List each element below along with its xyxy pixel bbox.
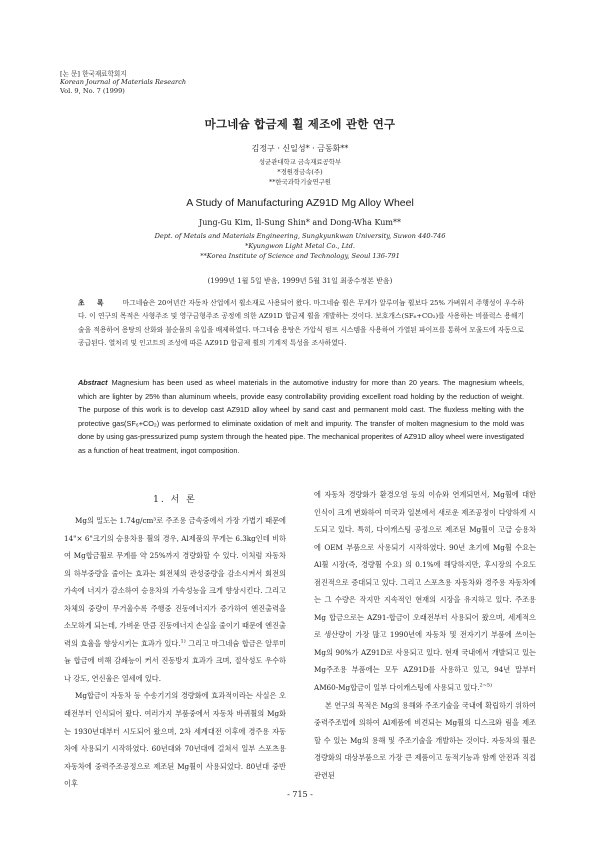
- body-column-right: [314, 486, 536, 784]
- body-paragraph: Mg합금이 자동차 등 수송기기의 경량화에 효과적이라는 사실은 오래전부터 인식되어 왔다. 여러가지 부품중에서 자동차 바퀴휠의 Mg화는 1930년대부터 시도되어 왔으며, 2차 세계대전 이후에 경주용 자동차에 사용되기 시작하였다. 60년대와 70년대에 걸쳐서 일부 스포츠용 자동차에 중력주조공정으로 제조된 Mg휠이 사용되었다. 80년대 중반 이후: [64, 691, 286, 789]
- body-column-left: [64, 512, 286, 793]
- journal-volume: Vol. 9, No. 7 (1999): [60, 86, 125, 95]
- page-number: - 715 -: [287, 790, 313, 799]
- affiliation-korean: *경원경금속(주): [277, 168, 323, 176]
- affiliation-korean: **한국과학기술연구원: [269, 178, 331, 186]
- journal-header: [60, 70, 186, 95]
- affiliations-korean: [0, 157, 600, 187]
- received-dates: (1999년 1월 5일 받음, 1999년 5월 31일 최종수정본 받음): [207, 277, 393, 285]
- affiliation-english: Dept. of Metals and Materials Engineering, Sungkyunkwan University, Suwon 440-746: [154, 232, 446, 240]
- abstract-korean-label: 초 록: [78, 299, 109, 307]
- paper-title-english: A Study of Manufacturing AZ91D Mg Alloy Wheel: [186, 197, 414, 209]
- abstract-english-label: Abstract: [78, 378, 108, 387]
- body-paragraph-text: 그리고 마그네슘 합금은 알루미늄 합금에 비해 감쇄능이 커서 진동방지 효과가 크며, 절삭성도 우수하나 강도, 연신율은 열세에 있다.: [64, 638, 287, 683]
- journal-tag: [논 문] 한국재료학회지: [60, 70, 127, 78]
- body-paragraph-text: 에 자동차 경량화가 환경오염 등의 이슈와 연계되면서, Mg휠에 대한 인식이 크게 변화하여 미국과 일본에서 새로운 제조공정이 다양하게 시도되고 있다. 특히, 다이캐스팅 공정으로 제조된 Mg휠이 고급 승용차에 OEM 부품으로 사용되기 시작하였다. 90년 초기에 Mg휠 수요는 Al휠 시장(즉, 경량휠 수요) 의 0.1%에 해당하지만, 후시장의 수요도 점진적으로 증대되고 있다. 그리고 스포츠용 자동차와 경주용 자동차에는 그 수량은 작지만 지속적인 현재의 시장을 유지하고 있다. 주조용 Mg 합금으로는 AZ91-합금이 오래전부터 사용되어 왔으며, 세계적으로 생산량이 가장 많고 1990년에 자동차 및 전자기기 부품에 쓰이는 Mg의 90%가 AZ91D로 사용되고 있다. 현재 국내에서 개발되고 있는 Mg주조용 부품에는 모두 AZ91D를 사용하고 있고, 94년 말부터 AM60-Mg합금이 일부 다이캐스팅에 사용되고 있다.: [314, 490, 536, 693]
- authors-korean: 김정구 · 신일성* · 금동화**: [251, 144, 349, 153]
- reference-marker: 1): [180, 638, 186, 645]
- abstract-korean-text: 마그네슘은 20여년간 자동차 산업에서 휠소재로 사용되어 왔다. 마그네슘 휠은 무게가 알루미늄 휠보다 25% 가벼워서 주행성이 우수하다. 이 연구의 목적은 사형주조 및 영구금형주조 공정에 의한 AZ91D 합금제 휠을 개발하는 것이다. 보호개스(SF₆+CO₂)를 사용하는 비플럭스 용해기술을 적용하여 용탕의 산화와 불순물의 유입을 배제하였다. 마그네슘 용탕은 가압식 펌프 시스템을 사용하여 가열된 파이프를 통하여 모울드에 자동으로 공급된다. 열처리 및 인고트의 조성에 따른 AZ91D 합금제 휠의 기계적 특성을 조사하였다.: [78, 299, 524, 348]
- journal-name: Korean Journal of Materials Research: [60, 78, 187, 87]
- body-paragraph: [314, 486, 536, 697]
- affiliation-english: *Kyungwon Light Metal Co., Ltd.: [245, 242, 355, 251]
- paper-title-korean: 마그네슘 합금제 휠 제조에 관한 연구: [204, 117, 396, 131]
- affiliation-english: **Korea Institute of Science and Technology, Seoul 136-791: [200, 252, 400, 261]
- authors-english: Jung-Gu Kim, Il-Sung Shin* and Dong-Wha Kum**: [199, 218, 401, 227]
- body-paragraph-text: Mg의 밀도는 1.74g/cm³로 주조용 금속중에서 가장 가볍기 때문에 14"× 6"크기의 승용차용 휠의 경우, Al제품의 무게는 6.3kg인데 비하여 Mg합금휠로 무게를 약 25%까지 경량화할 수 있다. 이처럼 자동차의 하부중량을 줄이는 효과는 회전체의 관성중량을 감소시켜서 회전의 가속에 너지가 감소하여 승용차의 가속성능을 크게 향상시킨다. 그리고 차체의 중량이 무거울수록 주행중 진동에너지가 증가하여 엔진출력을 소모하게 되는데, 가벼운 만큼 진동에너지 손실을 줄이기 때문에 엔진출력의 효율을 향상시키는 효과가 있다.: [64, 516, 286, 648]
- affiliation-korean: 성균관대학교 금속재료공학부: [258, 158, 342, 166]
- reference-marker: 2~5): [479, 682, 493, 689]
- section-heading-introduction: 1. 서 론: [153, 495, 197, 505]
- abstract-korean: [78, 297, 524, 351]
- body-paragraph: 본 연구의 목적은 Mg의 용해와 주조기술을 국내에 확립하기 위하여 중력주조법에 의하여 Al제품에 비견되는 Mg휠의 디스크와 림을 제조할 수 있는 Mg의 용해 및 주조기술을 개발하는 것이다. 자동차의 휠은 경량화의 대상부품으로 가장 큰 제품이고 동적기능과 함께 안전과 직접 관련된: [314, 700, 536, 780]
- abstract-english: [78, 376, 524, 458]
- abstract-english-text: Magnesium has been used as wheel materials in the automotive industry for more than 20 years. The magnesium wheels, which are lighter by 25% than aluminum wheels, provide easy controllability providing excellent road holding by the reduction of weight. The purpose of this work is to develop cast AZ91D alloy wheel by sand cast and permanent mold cast. The fluxless melting with the protective gas(SF₆+CO₂) was performed to eliminate oxidation of melt and impurity. The transfer of molten magnesium to the mold was done by using gas-pressurized pump system through the heated pipe. The mechanical properites of AZ91D alloy wheel were investigated as a function of heat treatment, ingot composition.: [78, 378, 524, 455]
- body-paragraph: [64, 512, 286, 687]
- affiliations-english: [0, 231, 600, 262]
